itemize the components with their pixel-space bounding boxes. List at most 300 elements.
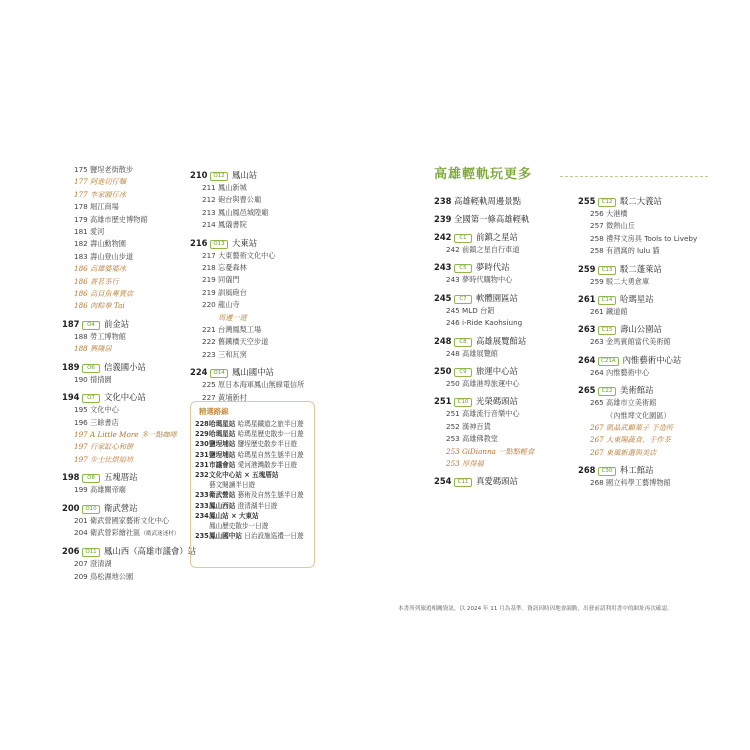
page-number: 242 [434,232,452,242]
station-name: 壽山公園站 [620,324,662,335]
page-number: 218 [202,263,216,273]
entry-title: 高雄市立美術館 [606,398,657,408]
page-number: 232 [195,471,209,480]
page-number: 246 [446,318,460,328]
toc-entry [190,262,320,274]
page-number: 263 [590,337,604,347]
page-number: 255 [578,196,596,206]
route-entry [195,439,310,449]
toc-entry [578,336,718,348]
page-number: 268 [578,465,596,476]
route-entry [195,511,310,521]
page-number: 258 [590,246,604,256]
page-number: 197 [74,442,88,452]
station-entry [434,475,569,488]
station-code-badge: O14 [210,369,228,378]
entry-title: 高雄佛教堂 [462,434,498,444]
entry-title: 微熱山丘 [606,221,635,231]
station-code-badge: C14 [598,296,616,305]
page-number: 207 [74,559,88,569]
route-station: 衛武營站 [209,491,238,500]
station-code-badge: O10 [82,505,100,514]
page-number: 222 [202,337,216,347]
page-number: 195 [74,405,88,415]
toc-entry [434,378,569,390]
page-number: 201 [74,515,88,525]
entry-title: 台灣鳳梨工場 [218,325,262,335]
station-code-badge: C8 [454,338,472,347]
page-number: 212 [202,195,216,205]
entry-title: 三和瓦窯 [218,349,247,359]
toc-entry [62,571,182,583]
entry-title: 高雄市歷史博物館 [90,214,148,224]
route-entry [195,501,310,511]
station-name: 鳳山西（高雄市議會）站 [104,546,197,557]
toc-entry [190,182,320,194]
page-number: 253 [446,459,460,469]
entry-title: 鳳山鳳邑城隍廟 [218,207,269,217]
page-number: 238 [434,196,452,206]
station-entry [434,231,569,244]
page-number: 227 [202,392,216,402]
station-entry [62,318,182,331]
entry-title: 勞工博物館 [90,331,126,341]
entry-title: 凱晶武麒菓子 予造所 [606,423,673,433]
toc-entry [190,274,320,286]
toc-entry [578,397,718,409]
station-name: 前鎮之星站 [476,232,518,242]
entry-title: GiDianna 一點點輕食 [462,446,535,456]
page-number: 256 [590,209,604,218]
entry-title: 原日本海軍鳳山無線電信所 [218,380,305,390]
toc-entry [62,441,182,453]
route-description: 愛河港灣散步半日遊 [237,460,298,469]
toc-column-4 [578,190,718,490]
station-code-badge: C1 [454,234,472,243]
toc-entry [62,238,182,250]
toc-entry [578,367,718,379]
page-number: 233 [195,501,209,510]
route-entry [195,480,310,490]
page-number: 239 [434,214,452,224]
feature-title: 全國第一條高雄輕軌 [454,214,530,224]
entry-title: 大東陽蔬食、手作茶 [606,435,671,445]
footer-note: 本書所列旅遊相關資訊，以 2024 年 11 月為基準。資訊因時因地會調動，出發前請利用書中的網址再次確認。 [398,606,673,612]
page-number: 267 [590,447,604,457]
feature-title: 高雄輕軌周邊景點 [454,196,521,206]
entry-title: 夢時代購物中心 [462,275,513,285]
page-number: 187 [62,318,80,329]
page-number: 245 [446,305,460,315]
station-name: 美術館站 [620,385,654,396]
route-entry [195,490,310,500]
toc-entry [434,274,569,286]
station-code-badge: C7 [454,295,472,304]
toc-entry [190,349,320,361]
station-entry [434,335,569,348]
route-station: 哈瑪星站 [209,430,238,439]
route-description: 哈瑪星鐵道之旅半日遊 [237,420,304,428]
route-entry [195,531,310,541]
entry-title: 舊鐵橋天空步道 [218,337,269,347]
toc-entry [62,214,182,226]
page-number: 179 [74,214,88,224]
toc-entry [62,404,182,416]
entry-title: i-Ride Kaohsiung [462,318,523,328]
toc-entry [190,312,320,324]
station-code-badge: O7 [82,394,100,403]
page-number: 204 [74,527,88,537]
toc-entry [62,484,182,496]
entry-title: 同儀門 [218,275,240,285]
route-station: 鳳山國中站 [209,532,245,541]
entry-title: 鳳山新城 [218,183,247,192]
station-entry [434,395,569,408]
page-number: 251 [434,396,452,407]
entry-title: 金馬賓館當代美術館 [606,337,671,347]
toc-entry [578,434,718,446]
page-number: 200 [62,502,80,513]
page-number: 257 [590,221,604,231]
route-station: 市議會站 [209,460,238,469]
station-code-badge: C12 [598,198,616,207]
page-number: 253 [446,446,460,456]
entry-title: 駁二大勇倉庫 [606,276,650,286]
page-number: 264 [590,367,604,377]
station-entry [578,293,718,306]
route-entry [195,429,310,439]
entry-title: 前鎮之星自行車道 [462,245,520,254]
toc-entry [62,288,182,300]
toc-entry [62,417,182,429]
entry-title: MLD 台鋁 [462,305,495,315]
page-number: 188 [74,344,88,354]
station-entry [62,545,197,558]
station-name: 駁二大義站 [620,196,662,206]
station-name: 內惟藝術中心站 [622,354,682,365]
entry-title: 周邊一遊 [218,312,247,322]
toc-entry [190,299,320,311]
entry-title: 東風新選與美店 [606,447,657,457]
page-number: 234 [195,511,209,520]
station-entry [62,502,182,515]
toc-entry [578,208,718,220]
toc-entry [62,374,182,386]
entry-title: 香茗茶行 [90,276,119,286]
entry-note: （衛武迷迷村） [140,530,180,537]
entry-title: 大東藝術文化中心 [218,250,276,260]
route-description: 哈瑪星自然生態半日遊 [237,450,304,459]
page-number: 250 [434,366,452,377]
entry-title: 厚得福 [462,459,484,469]
toc-entry [190,219,320,231]
entry-title: 訓風砲台 [218,287,247,297]
page-number: 259 [578,263,596,274]
toc-entry [434,433,569,445]
station-name: 駁二蓬萊站 [620,263,662,274]
page-number: 268 [590,478,604,488]
entry-title: 高雄婆婆冰 [90,264,126,274]
station-entry [434,261,569,274]
page-number: 190 [74,374,88,384]
station-name: 信義國小站 [104,361,146,372]
station-entry [190,169,320,182]
station-code-badge: O12 [210,172,228,181]
page-number: 198 [62,472,80,483]
entry-title: 行家缸心和餅 [90,442,134,452]
station-entry [62,361,182,374]
station-name: 哈瑪星站 [620,294,654,305]
page-number: 264 [578,354,596,365]
page-number: 178 [74,202,88,212]
toc-entry [190,207,320,219]
page-number: 228 [195,420,209,428]
page-number: 183 [74,251,88,261]
page-number: 261 [590,307,604,317]
page-number: 224 [190,367,208,378]
entry-title: 砲台與曹公廟 [218,195,262,205]
toc-entry [62,251,182,263]
entry-title: 高雄港埠旅運中心 [462,379,520,389]
entry-title: 有酒窩的 lulu 貓 [606,246,660,256]
entry-title: 揹揹園 [90,374,112,384]
station-name: 衛武營站 [104,502,138,513]
route-description: 澄清湖半日遊 [237,501,278,510]
entry-title: 壽山登山步道 [90,251,134,261]
station-name: 真愛碼頭站 [476,476,518,487]
page-number: 223 [202,349,216,359]
route-entry [195,460,310,470]
page-number: 248 [434,335,452,346]
page-number: 175 [74,165,88,174]
route-description: 藝術及自然生態半日遊 [237,491,304,500]
station-entry [578,195,718,208]
toc-entry [434,421,569,433]
toc-column-1 [62,164,197,583]
route-station: 鳳山站 × 大東站 [209,511,259,520]
toc-entry [578,477,718,489]
page-number: 225 [202,380,216,390]
station-entry [190,366,320,379]
page-number: 219 [202,287,216,297]
page-number: 261 [578,294,596,305]
page-number: 245 [434,292,452,303]
page-number: 213 [202,207,216,217]
station-code-badge: O13 [210,240,228,249]
entry-title: 鳳儀書院 [218,220,247,230]
entry-title: 忘憂森林 [218,263,247,273]
page-number: 259 [590,276,604,286]
station-code-badge: C30 [598,467,616,476]
entry-title: 興隆居 [90,344,112,354]
toc-entry [62,263,182,275]
route-station: 鹽埕埔站 [209,440,238,449]
station-entry [578,323,718,336]
station-entry [62,391,182,404]
page-number: 265 [578,385,596,396]
station-code-badge: C15 [598,326,616,335]
entry-title: 國立科學工藝博物館 [606,478,671,488]
toc-entry [578,306,718,318]
route-station: 哈瑪星站 [209,420,238,428]
toc-entry [434,458,569,470]
route-description: 藝文閱讀半日遊 [209,481,256,490]
station-name: 前金站 [104,318,130,329]
station-name: 夢時代站 [476,262,510,273]
page-number: 194 [62,392,80,403]
page-number: 220 [202,300,216,310]
featured-routes-heading: 精選路線 [199,407,229,416]
station-name: 五塊厝站 [104,472,138,483]
entry-title: 步士比烘焙坊 [90,454,134,464]
page-number: 189 [62,361,80,372]
page-number: 206 [62,546,80,557]
entry-title: 內惟藝術中心 [606,367,650,377]
entry-title: 高雄關帝廟 [90,485,126,495]
title-divider [560,176,708,177]
toc-entry [190,324,320,336]
toc-entry [434,408,569,420]
entry-title: 禮拜文房具 Tools to Liveby [606,233,698,243]
toc-entry [190,287,320,299]
station-code-badge: O6 [82,364,100,373]
page-number: 182 [74,239,88,249]
route-description: 鳳山歷史散步一日遊 [209,522,269,531]
entry-title: 衛武營彩繪社區 [90,527,141,537]
toc-entry [62,201,182,213]
entry-title: A Little More 多一點咖啡 [90,429,177,439]
station-code-badge: C10 [454,398,472,407]
page-number: 230 [195,440,209,449]
page-number: 253 [446,434,460,444]
station-entry [190,237,320,250]
route-entry [195,470,310,480]
page-number: 243 [434,262,452,273]
station-name: 高雄展覽館站 [476,335,527,346]
entry-title: 愛河 [90,227,105,237]
toc-entry [62,176,182,188]
entry-title: 鐵道館 [606,307,628,317]
toc-entry [190,336,320,348]
page-number: 263 [578,324,596,335]
page-number: 196 [74,417,88,427]
page-number: 250 [446,379,460,389]
route-description: 哈瑪星歷史散步一日遊 [237,430,304,439]
station-code-badge: C22 [598,387,616,396]
feature-entry [434,213,569,226]
toc-entry [578,447,718,459]
page-number: 211 [202,183,216,192]
station-entry [434,292,569,305]
station-name: 科工館站 [620,465,654,476]
route-entry [195,419,310,429]
entry-title: 龍山寺 [218,300,240,310]
page-number: 216 [190,237,208,248]
station-entry [578,263,718,276]
page-number: 258 [590,233,604,243]
feature-entry [434,195,569,208]
page-number: 217 [202,250,216,260]
route-entry [195,521,310,531]
station-code-badge: O8 [82,474,100,483]
toc-entry [434,244,569,256]
station-entry [578,354,718,367]
station-code-badge: O4 [82,321,100,330]
route-entry [195,450,310,460]
station-code-badge: C11 [454,478,472,487]
toc-entry [434,305,569,317]
toc-entry [434,317,569,329]
page-number: 267 [590,423,604,433]
toc-entry [62,226,182,238]
entry-title: 大港橋 [606,209,628,218]
page-number: 210 [190,170,208,180]
station-code-badge: C13 [598,266,616,275]
entry-title: 高目魚專賣店 [90,289,134,299]
page-number: 177 [74,177,88,187]
toc-entry [578,276,718,288]
station-entry [434,365,569,378]
toc-entry [62,189,182,201]
page-number: 188 [74,331,88,341]
station-name: 軟體園區站 [476,292,518,303]
section-title: 高雄輕軌玩更多 [434,167,533,182]
station-entry [578,384,718,397]
page-number: 254 [434,476,452,487]
page-number: 242 [446,245,460,254]
station-code-badge: O11 [82,548,100,557]
page-number: 181 [74,227,88,237]
page-number: 197 [74,429,88,439]
entry-title: 堀江商場 [90,202,119,212]
toc-entry [62,429,182,441]
entry-title: 鹽埕老街散步 [90,165,134,174]
featured-routes-box [190,401,315,568]
page-number: 265 [590,398,604,408]
toc-entry [62,558,182,570]
toc-entry [62,454,182,466]
entry-title: 澄清湖 [90,559,112,569]
toc-entry [578,245,718,257]
page-number: 221 [202,325,216,335]
page-number: 229 [195,430,209,439]
toc-entry [190,379,320,391]
toc-entry [578,220,718,232]
toc-entry [62,343,182,355]
page-number: 177 [74,189,88,199]
entry-title: 黃埔新村 [218,392,247,402]
entry-title: 文化中心 [90,405,119,415]
toc-entry [62,300,182,312]
page-number: 197 [74,454,88,464]
station-name: 文化中心站 [104,392,146,403]
page-number: 199 [74,485,88,495]
page-number: 209 [74,571,88,581]
page-number: 243 [446,275,460,285]
entry-title: 三餘書店 [90,417,119,427]
station-name: 大東站 [232,237,258,248]
page-number: 267 [590,435,604,445]
entry-title: 肉粽拳 Tai [90,301,125,311]
station-code-badge: C9 [454,368,472,377]
station-name: 旅運中心站 [476,366,518,377]
toc-column-2 [190,164,320,404]
page-number: 231 [195,460,209,469]
route-station: 鳳山西站 [209,501,238,510]
entry-title: 衛武營國家藝術文化中心 [90,515,170,525]
entry-title: 阿進切仔麵 [90,177,126,187]
station-entry [578,464,718,477]
